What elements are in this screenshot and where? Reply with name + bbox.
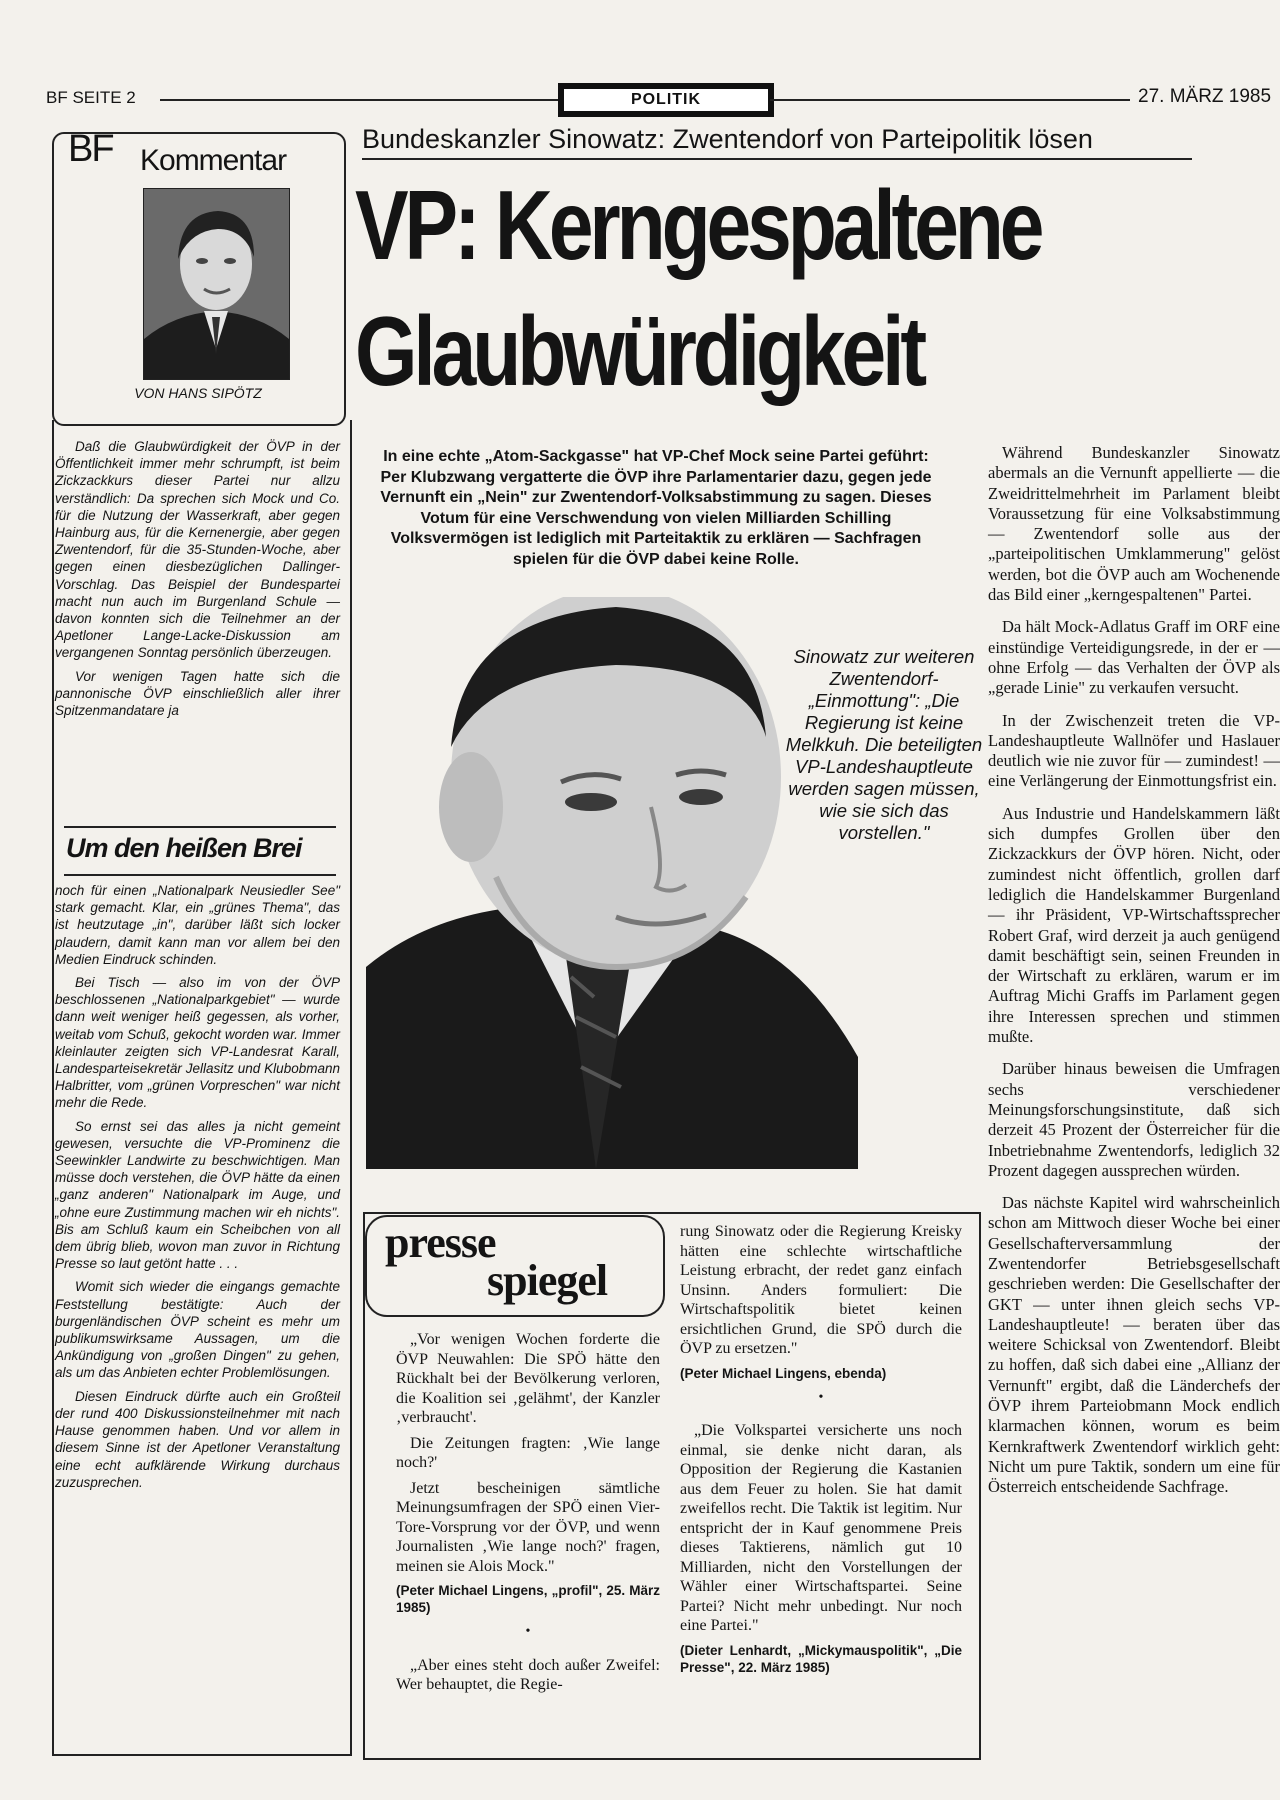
kommentar-text-b bbox=[55, 882, 340, 1497]
headline-line-2: Glaubwürdigkeit bbox=[355, 296, 924, 406]
kommentar-paragraph: So ernst sei das alles ja nicht gemeint gewesen, versuchte die VP-Prominenz die Seewinkler Landwirte zu beschwichtigen. Man müsse doch verstehen, die ÖVP hätte da einen „ganz anderen" Nationalpark im Auge, und „ohne eure Zustimmung machen wir eh nichts". Bis am Schluß kaum ein Scheibchen von all dem übrig blieb, wovon man zuvor in Richtung Presse so laut getönt hatte . . . bbox=[55, 1118, 340, 1272]
article-body bbox=[988, 443, 1280, 1510]
body-paragraph: Das nächste Kapitel wird wahrscheinlich schon am Mittwoch dieser Woche bei einer Gesellschafterversammlung der Zwentendorfer Betriebsgesellschaft geschrieben werden: Die Gesellschafter der GKT — unter ihnen gleich sechs VP-Landeshauptleute! — beraten über das weitere Schicksal von Zwentendorf. Bleibt zu hoffen, daß sich dabei eine „Allianz der Vernunft" ergibt, daß die Länderchefs der ÖVP ihrem Parteiobmann Mock endlich klarmachen können, worum es beim Kernkraftwerk Zwentendorf wirklich geht: Nicht um pure Taktik, sondern um eine für Österreich entscheidende Sachfrage. bbox=[988, 1193, 1280, 1497]
press-bullet: • bbox=[525, 1624, 531, 1639]
article-lead: In eine echte „Atom-Sackgasse" hat VP-Chef Mock seine Partei geführt: Per Klubzwang vergatterte die ÖVP ihre Parlamentarier dazu, gegen jede Vernunft ein „Nein" zur Zwentendorf-Volksabstimmung zu sagen. Dieses Votum für eine Verschwendung von vielen Milliarden Schilling Volksvermögen ist lediglich mit Parteitaktik zu erklären — Sachfragen spielen für die ÖVP dabei keine Rolle. bbox=[380, 448, 932, 568]
pressespiegel-column-2 bbox=[680, 1222, 962, 1682]
section-box bbox=[558, 83, 774, 117]
press-quote: „Die Volkspartei versicherte uns noch einmal, sie denke nicht daran, als Opposition der Regierung die Kastanien aus dem Feuer zu holen. Sie hat damit zweifellos recht. Die Taktik ist legitim. Nur entspricht der in Kauf genommene Preis dieses Taktierens, nämlich gut 10 Milliarden, nicht den Vorstellungen der Wähler einer Wirtschaftspartei. Seine Partei? Nicht mehr unbedingt. Nur noch eine Partei." bbox=[680, 1422, 962, 1634]
author-portrait bbox=[143, 188, 290, 380]
pressespiegel-column-1 bbox=[396, 1330, 660, 1701]
press-quote: Jetzt bescheinigen sämtliche Meinungsumfragen der SPÖ einen Vier-Tore-Vorsprung vor der ÖVP, und wenn Journalisten ‚Wie lange noch?' fragen, meinen sie Alois Mock." bbox=[396, 1479, 660, 1575]
headline-line-1: VP: Kerngespaltene bbox=[355, 170, 1041, 280]
kommentar-paragraph: Daß die Glaubwürdigkeit der ÖVP in der Öffentlichkeit immer mehr schrumpft, ist beim Zickzackkurs dieser Partei nur allzu verständlich: Da sprechen sich Mock und Co. für die Nutzung der Wasserkraft, aber gegen Hainburg aus, für die Kernenergie, aber gegen Zwentendorf, für die 35-Stunden-Woche, aber gegen einen diesbezüglichen Dallinger-Vorschlag. Das Beispiel der Bundespartei macht nun auch im Burgenland Schule — davon konnten sich die Teilnehmer an der Apetloner Lange-Lacke-Diskussion am vergangenen Sonntag persönlich überzeugen. bbox=[55, 439, 340, 661]
press-bullet: • bbox=[818, 1389, 824, 1405]
kommentar-paragraph: Vor wenigen Tagen hatte sich die pannonische ÖVP einschließlich aller ihrer Spitzenmandatare ja bbox=[55, 668, 340, 719]
kommentar-paragraph: Diesen Eindruck dürfte auch ein Großteil der rund 400 Diskussionsteilnehmer mit nach Hause genommen haben. Und vor allem in diesem Sinne ist der Apetloner Veranstaltung eine echt aufklärende Wirkung durchaus zuzusprechen. bbox=[55, 1388, 340, 1490]
body-paragraph: Während Bundeskanzler Sinowatz abermals an die Vernunft appellierte — die Zweidrittelmehrheit im Parlament bleibt Voraussetzung für eine Volksabstimmung — Zwentendorf solle aus der „parteipolitischen Umklammerung" gelöst werden, bot die ÖVP auch am Wochenende das Bild einer „kerngespaltenen" Partei. bbox=[988, 443, 1280, 605]
press-quote: Die Zeitungen fragten: ‚Wie lange noch?' bbox=[396, 1434, 660, 1471]
kommentar-logo-bf: BF bbox=[68, 128, 113, 170]
press-source: (Peter Michael Lingens, „profil", 25. März 1985) bbox=[396, 1583, 660, 1615]
kommentar-text-a bbox=[55, 438, 340, 725]
header-rule-right bbox=[770, 99, 1130, 101]
article-kicker: Bundeskanzler Sinowatz: Zwentendorf von Parteipolitik lösen bbox=[362, 124, 1093, 154]
author-byline: VON HANS SIPÖTZ bbox=[134, 385, 262, 401]
press-source: (Dieter Lenhardt, „Mickymauspolitik", „Die Presse", 22. März 1985) bbox=[680, 1642, 962, 1675]
body-paragraph: Aus Industrie und Handelskammern läßt sich dumpfes Grollen über den Zickzackkurs der ÖVP hören. Nicht, oder zumindest nicht öffentlich, grollen darf lediglich die Handelskammer Burgenland — ihr Präsident, VP-Wirtschaftssprecher Robert Graf, wird derzeit ja auch genügend damit beschäftigt sein, seinen Freunden in der Wirtschaft zu erklären, warum er im Auftrag Michi Graffs im Parlament gegen ihre Interessen sprechen und stimmen mußte. bbox=[988, 803, 1280, 1047]
pressespiegel-logo-word-2: spiegel bbox=[487, 1256, 608, 1305]
kommentar-subhead: Um den heißen Brei bbox=[66, 833, 302, 863]
kicker-rule bbox=[362, 158, 1192, 160]
press-source: (Peter Michael Lingens, ebenda) bbox=[680, 1365, 887, 1381]
body-paragraph: In der Zwischenzeit treten die VP-Landeshauptleute Wallnöfer und Haslauer deutlich wie nie zuvor für — zumindest! — eine Verlängerung der Einmottungsfrist ein. bbox=[988, 710, 1280, 791]
kommentar-logo-word: Kommentar bbox=[140, 144, 287, 177]
pressespiegel-logo bbox=[365, 1215, 665, 1317]
kommentar-paragraph: Womit sich wieder die eingangs gemachte Feststellung bestätigte: Auch der burgenländischen ÖVP scheint es mehr um publikumswirksame Aussagen, um die Ankündigung von „großen Dingen" zu gehen, als um das Anbieten echter Problemlösungen. bbox=[55, 1279, 340, 1381]
photo-caption: Sinowatz zur weiteren Zwentendorf-„Einmottung": „Die Regierung ist keine Melkkuh. Die beteiligten VP-Landeshauptleute werden sagen müssen, wie sie sich das vorstellen." bbox=[785, 646, 983, 843]
subhead-rule-top bbox=[64, 826, 336, 828]
issue-date: 27. MÄRZ 1985 bbox=[1138, 86, 1272, 107]
portrait-photo-icon bbox=[144, 189, 289, 379]
body-paragraph: Darüber hinaus beweisen die Umfragen sechs verschiedener Meinungsforschungsinstitute, daß sich derzeit 45 Prozent der Österreicher für die Inbetriebnahme Zwentendorfs, lediglich 32 Prozent dagegen aussprechen würden. bbox=[988, 1059, 1280, 1180]
section-label: POLITIK bbox=[563, 88, 769, 112]
press-quote: „Vor wenigen Wochen forderte die ÖVP Neuwahlen: Die SPÖ hätte den Rückhalt bei der Bevölkerung verloren, die Koalition sei ‚gelähmt', der Kanzler ‚verbraucht'. bbox=[396, 1331, 660, 1426]
kommentar-paragraph: Bei Tisch — also im von der ÖVP beschlossenen „Nationalparkgebiet" — wurde dann weit weniger heiß gegessen, als vorher, weitab vom Schuß, gekocht worden war. Immer kleinlauter zeigten sich VP-Landesrat Karall, Landesparteisekretär Jellasitz und Klubobmann Halbritter, vom „grünen Vorpreschen" war nicht mehr die Rede. bbox=[55, 975, 340, 1111]
kommentar-paragraph: noch für einen „Nationalpark Neusiedler See" stark gemacht. Klar, ein „grünes Thema", das ist heutzutage „in", darüber läßt sich locker plaudern, damit kann man vor allem bei den Medien Eindruck schinden. bbox=[55, 883, 340, 967]
body-paragraph: Da hält Mock-Adlatus Graff im ORF eine einstündige Verteidigungsrede, in der er — ohne Erfolg — das Verhalten der ÖVP als „gerade Linie" zu verkaufen versucht. bbox=[988, 617, 1280, 698]
pressespiegel-logo-word-1: presse bbox=[385, 1218, 496, 1267]
press-quote: rung Sinowatz oder die Regierung Kreisky hätten eine schlechte wirtschaftliche Leistung erbracht, der redet ganz einfach Unsinn. Anders formuliert: Die Wirtschaftspolitik bietet keinen ersichtlichen Grund, die SPÖ durch die ÖVP zu ersetzen." bbox=[680, 1223, 962, 1357]
press-quote: „Aber eines steht doch außer Zweifel: Wer behauptet, die Regie- bbox=[396, 1656, 660, 1693]
subhead-rule-bottom bbox=[64, 874, 336, 876]
header-rule-left bbox=[160, 99, 558, 101]
page-label: BF SEITE 2 bbox=[46, 88, 136, 107]
